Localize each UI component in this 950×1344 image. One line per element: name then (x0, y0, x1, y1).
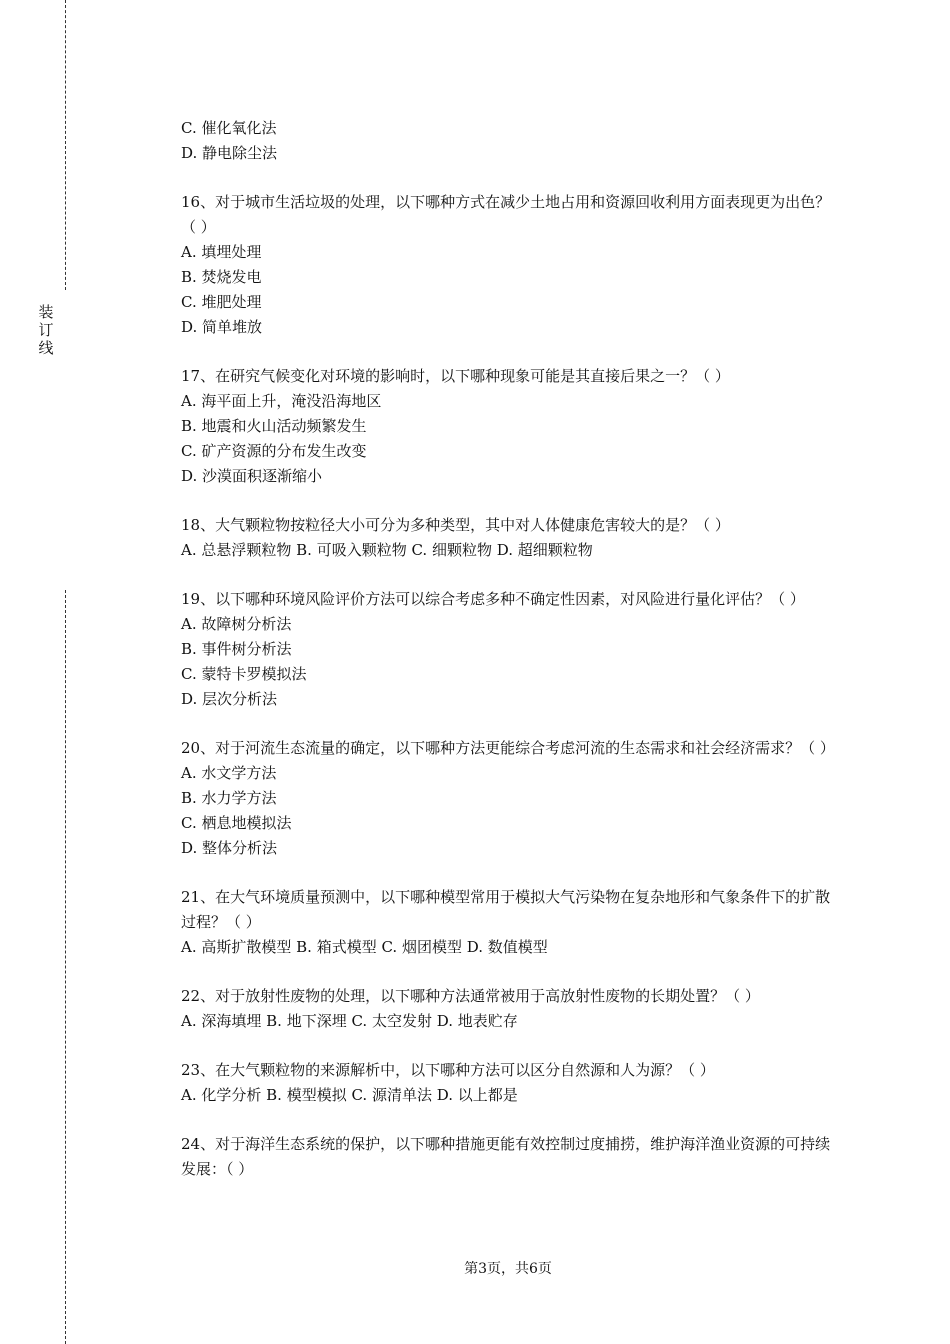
option: C. 蒙特卡罗模拟法 (181, 665, 307, 683)
question-title: 16、对于城市生活垃圾的处理，以下哪种方式在减少土地占用和资源回收利用方面表现更为出色？（ ） (181, 193, 831, 236)
question-title: 21、在大气环境质量预测中，以下哪种模型常用于模拟大气污染物在复杂地形和气象条件下的扩散过程？（ ） (181, 888, 831, 931)
options-inline: A. 化学分析 B. 模型模拟 C. 源清单法 D. 以上都是 (181, 1086, 518, 1104)
question-title: 18、大气颗粒物按粒径大小可分为多种类型，其中对人体健康危害较大的是？（ ） (181, 516, 730, 534)
option: A. 填埋处理 (181, 243, 262, 261)
binding-line-top (65, 0, 66, 290)
binding-line-bottom (65, 590, 66, 1344)
binding-char: 线 (38, 339, 54, 357)
binding-char: 订 (38, 321, 54, 339)
option: D. 沙漠面积逐渐缩小 (181, 467, 323, 485)
option: B. 水力学方法 (181, 789, 277, 807)
options-inline: A. 深海填埋 B. 地下深埋 C. 太空发射 D. 地表贮存 (181, 1012, 518, 1030)
option: A. 水文学方法 (181, 764, 277, 782)
question-content (181, 116, 841, 1182)
option: D. 整体分析法 (181, 839, 278, 857)
option: D. 简单堆放 (181, 318, 263, 336)
option: B. 地震和火山活动频繁发生 (181, 417, 367, 435)
question-title: 19、以下哪种环境风险评价方法可以综合考虑多种不确定性因素，对风险进行量化评估？（ ） (181, 590, 805, 608)
page-footer: 第3页，共6页 (464, 1261, 552, 1277)
binding-label (37, 303, 55, 357)
option: D. 层次分析法 (181, 690, 278, 708)
question-title: 24、对于海洋生态系统的保护，以下哪种措施更能有效控制过度捕捞，维护海洋渔业资源的可持续发展：（ ） (181, 1135, 831, 1178)
question-title: 17、在研究气候变化对环境的影响时，以下哪种现象可能是其直接后果之一？（ ） (181, 367, 730, 385)
option: D. 静电除尘法 (181, 144, 278, 162)
option: B. 事件树分析法 (181, 640, 292, 658)
options-inline: A. 总悬浮颗粒物 B. 可吸入颗粒物 C. 细颗粒物 D. 超细颗粒物 (181, 541, 593, 559)
binding-char: 装 (38, 303, 54, 321)
option: C. 矿产资源的分布发生改变 (181, 442, 367, 460)
option: B. 焚烧发电 (181, 268, 262, 286)
option: C. 栖息地模拟法 (181, 814, 292, 832)
options-inline: A. 高斯扩散模型 B. 箱式模型 C. 烟团模型 D. 数值模型 (181, 938, 548, 956)
option: C. 催化氧化法 (181, 119, 277, 137)
question-title: 22、对于放射性废物的处理，以下哪种方法通常被用于高放射性废物的长期处置？（ ） (181, 987, 760, 1005)
question-title: 20、对于河流生态流量的确定，以下哪种方法更能综合考虑河流的生态需求和社会经济需求？（ ） (181, 739, 835, 757)
option: C. 堆肥处理 (181, 293, 262, 311)
option: A. 海平面上升，淹没沿海地区 (181, 392, 382, 410)
option: A. 故障树分析法 (181, 615, 292, 633)
question-title: 23、在大气颗粒物的来源解析中，以下哪种方法可以区分自然源和人为源？（ ） (181, 1061, 715, 1079)
